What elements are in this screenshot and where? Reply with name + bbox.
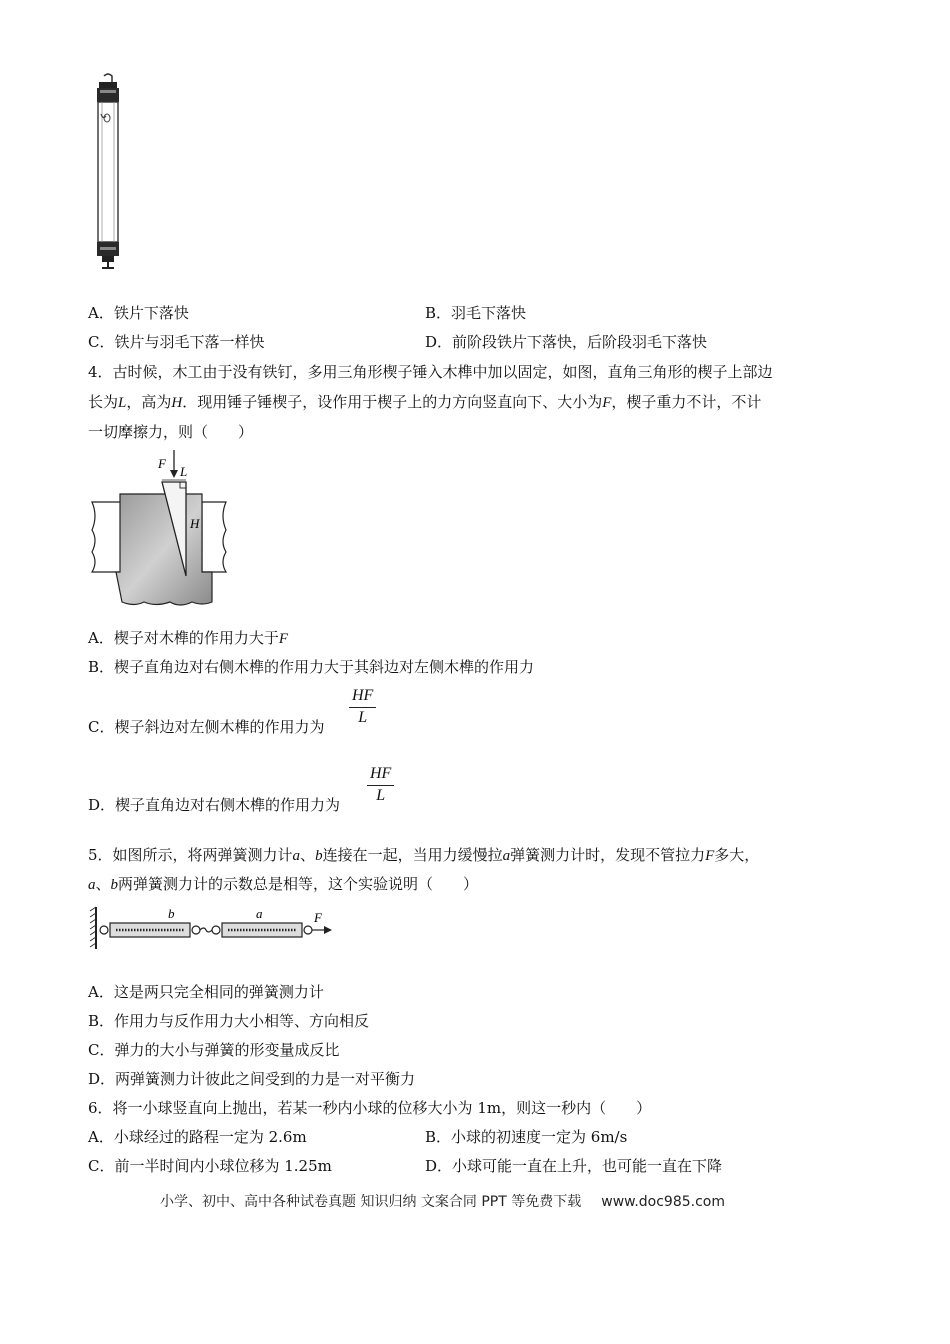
- scale-a-label: a: [256, 906, 263, 921]
- q6-option-d: D．小球可能一直在上升，也可能一直在下降: [425, 1157, 723, 1175]
- q4-option-b: B．楔子直角边对右侧木榫的作用力大于其斜边对左侧木榫的作用力: [88, 658, 535, 676]
- wedge-length-label: L: [180, 464, 188, 479]
- q5-option-b: B．作用力与反作用力大小相等、方向相反: [88, 1012, 370, 1030]
- q3-option-a: A．铁片下落快: [88, 304, 189, 322]
- page-footer: [160, 1191, 725, 1211]
- q4-option-c: C．楔子斜边对左侧木榫的作用力为: [88, 718, 325, 736]
- q6-option-b: B．小球的初速度一定为 6m/s: [425, 1128, 628, 1146]
- footer-url[interactable]: www.doc985.com: [601, 1194, 725, 1210]
- pull-force-label: F: [314, 910, 322, 925]
- q4-stem-line2: 长为L，高为H．现用锤子锤楔子，设作用于楔子上的力方向竖直向下、大小为F，楔子重力不计，不计: [88, 393, 762, 411]
- newton-tube-figure: [88, 72, 128, 272]
- wedge-height-label: H: [190, 516, 200, 531]
- q5-option-c: C．弹力的大小与弹簧的形变量成反比: [88, 1041, 340, 1059]
- q4-option-c-fraction: $\frac{HF}{L}$: [349, 687, 376, 727]
- q4-option-d: D．楔子直角边对右侧木榫的作用力为: [88, 796, 341, 814]
- wedge-force-label: F: [158, 456, 166, 471]
- q6-stem: 6．将一小球竖直向上抛出，若某一秒内小球的位移大小为 1m，则这一秒内（ ）: [88, 1099, 652, 1117]
- q5-option-d: D．两弹簧测力计彼此之间受到的力是一对平衡力: [88, 1070, 416, 1088]
- scale-b-label: b: [168, 906, 175, 921]
- q6-option-c: C．前一半时间内小球位移为 1.25m: [88, 1157, 332, 1175]
- q5-stem-line1: 5．如图所示，将两弹簧测力计a、b连接在一起，当用力缓慢拉a弹簧测力计时，发现不管拉力F多大，: [88, 846, 760, 864]
- q5-option-a: A．这是两只完全相同的弹簧测力计: [88, 983, 324, 1001]
- footer-text: 小学、初中、高中各种试卷真题 知识归纳 文案合同 PPT 等免费下载: [160, 1194, 582, 1210]
- spring-scales-figure: [88, 903, 333, 953]
- q6-option-a: A．小球经过的路程一定为 2.6m: [88, 1128, 307, 1146]
- wedge-figure: [86, 446, 236, 611]
- q4-stem-line1: 4．古时候，木工由于没有铁钉，多用三角形楔子锤入木榫中加以固定，如图，直角三角形的楔子上部边: [88, 363, 773, 381]
- q3-option-d: D．前阶段铁片下落快，后阶段羽毛下落快: [425, 333, 708, 351]
- q4-stem-line3: 一切摩擦力，则（ ）: [88, 423, 254, 441]
- q3-option-b: B．羽毛下落快: [425, 304, 527, 322]
- q4-option-d-fraction: $\frac{HF}{L}$: [367, 765, 394, 805]
- q4-option-a: A．楔子对木榫的作用力大于F: [88, 629, 289, 647]
- q3-option-c: C．铁片与羽毛下落一样快: [88, 333, 265, 351]
- q5-stem-line2: a、b两弹簧测力计的示数总是相等，这个实验说明（ ）: [88, 875, 479, 893]
